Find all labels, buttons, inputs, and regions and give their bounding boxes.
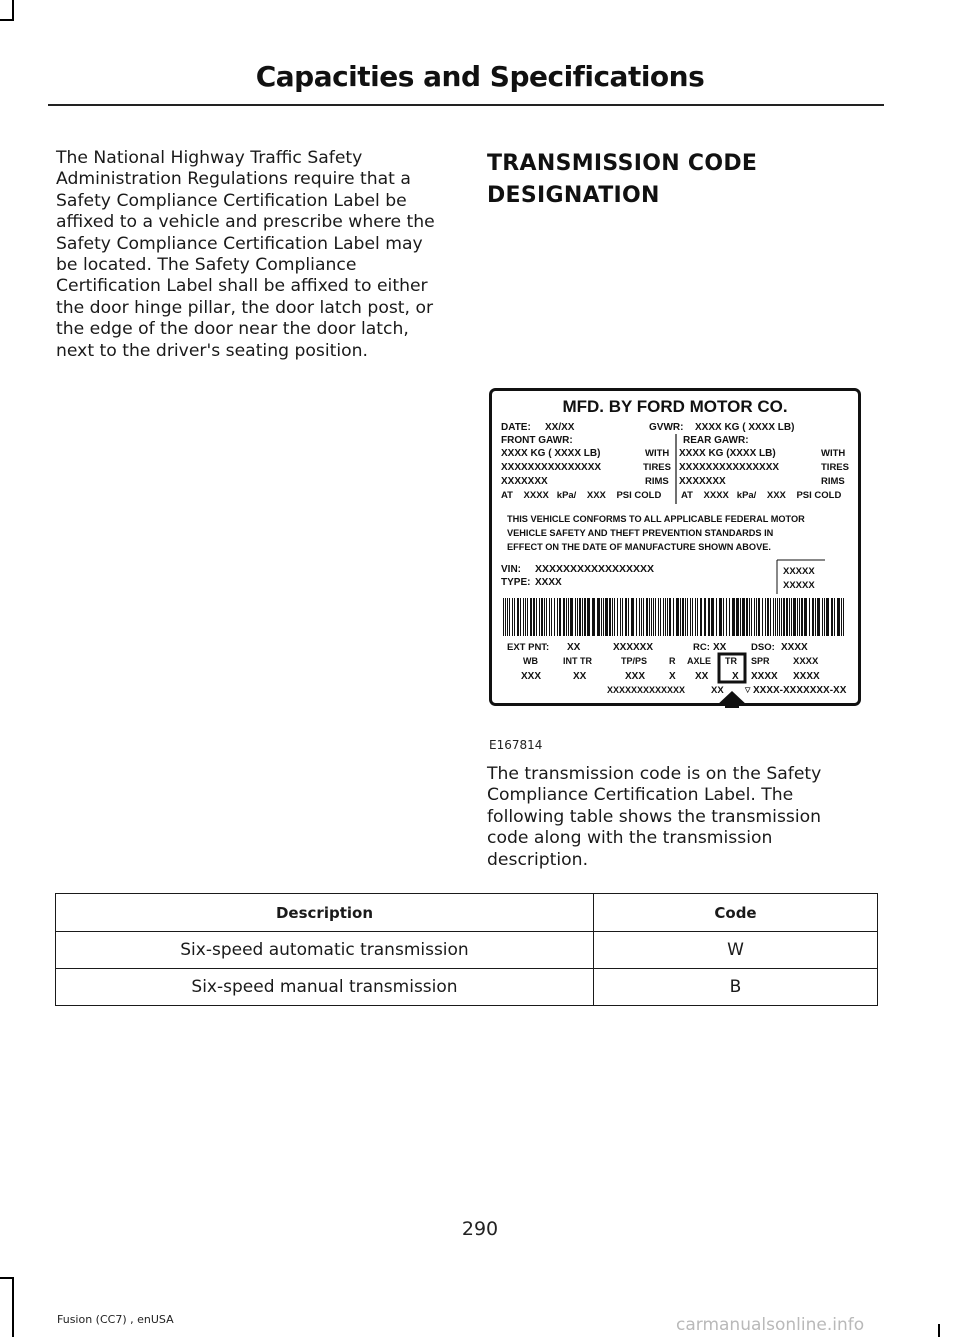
- label-type-value: XXXX: [535, 577, 562, 588]
- barcode-bar: [676, 598, 679, 636]
- barcode-bar: [716, 598, 717, 636]
- barcode-bar: [767, 598, 769, 636]
- barcode-bar: [791, 598, 792, 636]
- barcode-bar: [612, 598, 613, 636]
- barcode-bar: [651, 598, 652, 636]
- label-axle-value: XX: [695, 671, 709, 682]
- label-ext-val-1: XX: [567, 642, 581, 653]
- label-type-label: TYPE:: [501, 577, 531, 588]
- barcode-bar: [786, 598, 788, 636]
- label-rear-weight: XXXX KG (XXXX LB): [679, 448, 776, 459]
- barcode-bar: [517, 598, 519, 636]
- barcode-bar: [609, 598, 611, 636]
- barcode-bar: [582, 598, 583, 636]
- label-axle: AXLE: [687, 656, 712, 666]
- barcode-bar: [685, 598, 686, 636]
- label-rims-right: RIMS: [821, 476, 845, 487]
- label-rear-gawr: REAR GAWR:: [683, 435, 749, 446]
- barcode-bar: [756, 598, 757, 636]
- barcode-bar: [687, 598, 688, 636]
- label-rear-code: XXXXXXX: [679, 476, 726, 487]
- barcode-bar: [765, 598, 766, 636]
- barcode-bar: [568, 598, 569, 636]
- label-tr: TR: [725, 656, 737, 666]
- barcode-bar: [512, 598, 513, 636]
- barcode-bar: [824, 598, 825, 636]
- barcode-bar: [509, 598, 510, 636]
- barcode-bar: [649, 598, 650, 636]
- barcode-bar: [708, 598, 710, 636]
- barcode-bar: [505, 598, 506, 636]
- barcode-bar: [834, 598, 835, 636]
- barcode-bar: [570, 598, 573, 636]
- barcode-bar: [546, 598, 547, 636]
- label-rc-value: XX: [713, 642, 727, 653]
- label-vin-label: VIN:: [501, 564, 521, 575]
- crop-mark-bottom-left-v: [12, 1277, 14, 1337]
- label-gvwr-value: XXXX KG ( XXXX LB): [695, 422, 795, 433]
- section-title: [487, 148, 907, 212]
- label-gvwr-label: GVWR:: [649, 422, 684, 433]
- barcode-bar: [625, 598, 627, 636]
- cell-code: W: [594, 932, 878, 969]
- barcode-bar: [520, 598, 521, 636]
- label-bottom-triangle: ▽: [745, 687, 751, 694]
- page-title: Capacities and Specifications: [255, 60, 705, 93]
- barcode-bar: [797, 598, 798, 636]
- barcode-bar: [758, 598, 760, 636]
- barcode-bar: [804, 598, 807, 636]
- section-title-line-1: TRANSMISSION CODE: [487, 151, 758, 176]
- label-ext-val-2: XXXXXX: [613, 642, 654, 653]
- label-last-value: XXXX: [793, 671, 820, 682]
- label-rear-spec: XXXXXXXXXXXXXXX: [679, 462, 780, 473]
- barcode-bar: [783, 598, 785, 636]
- cell-description: Six-speed manual transmission: [56, 969, 594, 1006]
- barcode-bar: [622, 598, 623, 636]
- label-conformance-1: THIS VEHICLE CONFORMS TO ALL APPLICABLE FEDERAL MOTOR: [507, 514, 805, 524]
- barcode-bar: [628, 598, 629, 636]
- certification-label-figure: [489, 388, 861, 708]
- barcode-bar: [544, 598, 545, 636]
- barcode-bar: [831, 598, 833, 636]
- barcode-bar: [549, 598, 550, 636]
- label-r: R: [669, 656, 676, 666]
- barcode-bar: [770, 598, 771, 636]
- barcode-bar: [762, 598, 763, 636]
- barcode-bar: [539, 598, 540, 636]
- barcode-bar: [704, 598, 706, 636]
- barcode-bar: [667, 598, 668, 636]
- barcode-bar: [746, 598, 748, 636]
- barcode-bar: [579, 598, 581, 636]
- barcode-bar: [587, 598, 590, 636]
- barcode-bar: [530, 598, 532, 636]
- transmission-code-table: [55, 893, 878, 1006]
- barcode-bar: [563, 598, 565, 636]
- label-rims-left: RIMS: [645, 476, 669, 487]
- crop-mark-top-left-v: [12, 0, 14, 20]
- page-header: [0, 60, 960, 93]
- barcode-bar: [773, 598, 774, 636]
- barcode-bar: [781, 598, 782, 636]
- barcode-bar: [736, 598, 739, 636]
- column-header-description: Description: [56, 894, 594, 932]
- label-spr-value: XXXX: [751, 671, 778, 682]
- barcode-bar: [723, 598, 724, 636]
- label-tp-ps: TP/PS: [621, 656, 648, 666]
- crop-mark-bottom-left-h: [0, 1277, 14, 1279]
- column-header-code: Code: [594, 894, 878, 932]
- cell-code: B: [594, 969, 878, 1006]
- section-title-line-2: DESIGNATION: [487, 183, 660, 208]
- barcode-bar: [577, 598, 578, 636]
- label-r-value: X: [669, 671, 676, 682]
- barcode-bar: [812, 598, 814, 636]
- barcode-bar: [503, 598, 504, 636]
- barcode-bar: [507, 598, 508, 636]
- barcode-bar: [557, 598, 558, 636]
- barcode-bar: [729, 598, 730, 636]
- barcode-bar: [658, 598, 659, 636]
- barcode-bar: [822, 598, 823, 636]
- label-dso-value: XXXX: [781, 642, 808, 653]
- cell-description: Six-speed automatic transmission: [56, 932, 594, 969]
- table-row: [56, 932, 878, 969]
- barcode-bar: [592, 598, 595, 636]
- label-tires-left: TIRES: [643, 462, 671, 473]
- barcode-bar: [575, 598, 576, 636]
- barcode-bar: [789, 598, 790, 636]
- barcode-bar: [817, 598, 820, 636]
- barcode-bar: [559, 598, 561, 636]
- barcode-bar: [641, 598, 642, 636]
- barcode-bar: [653, 598, 654, 636]
- label-int-value: XX: [573, 671, 587, 682]
- barcode-bar: [777, 598, 778, 636]
- barcode-bar: [566, 598, 567, 636]
- barcode-bar: [841, 598, 842, 636]
- barcode-bar: [669, 598, 671, 636]
- label-vin-value: XXXXXXXXXXXXXXXXX: [535, 563, 655, 575]
- barcode-bar: [719, 598, 722, 636]
- barcode-bar: [601, 598, 602, 636]
- barcode-bar: [646, 598, 648, 636]
- label-tires-right: TIRES: [821, 462, 849, 473]
- barcode-bar: [527, 598, 528, 636]
- barcode-bar: [617, 598, 618, 636]
- barcode-bar: [614, 598, 615, 636]
- label-bottom-long: XXXXXXXXXXXXX: [607, 685, 686, 695]
- label-bottom-xx: XX: [711, 685, 724, 696]
- barcode-bar: [554, 598, 555, 636]
- intro-paragraph: The National Highway Traffic Safety Administration Regulations require that a Safety Compliance Certification Label be affixed to a vehicle and prescribe where the Safety Compliance Certification Label may be located. The Safety Compliance Certification Label shall be affixed to either the door hinge pillar, the door latch post, or the edge of the door near the door latch, next to the driver's seating position.: [56, 148, 435, 361]
- barcode-bar: [523, 598, 524, 636]
- header-divider: [48, 104, 884, 106]
- label-with-right: WITH: [821, 448, 846, 459]
- barcode-bar: [775, 598, 776, 636]
- barcode-bar: [584, 598, 586, 636]
- barcode-bar: [793, 598, 796, 636]
- barcode-bar: [801, 598, 803, 636]
- label-box-value-1: XXXXX: [783, 566, 815, 577]
- label-conformance-2: VEHICLE SAFETY AND THEFT PREVENTION STANDARDS IN: [507, 528, 774, 538]
- label-front-spec: XXXXXXXXXXXXXXX: [501, 462, 602, 473]
- barcode-bar: [643, 598, 644, 636]
- label-title: MFD. BY FORD MOTOR CO.: [562, 397, 788, 416]
- barcode-bar: [751, 598, 752, 636]
- crop-mark-top-left-h: [0, 19, 14, 21]
- barcode-bar: [799, 598, 800, 636]
- barcode-bar: [605, 598, 608, 636]
- barcode-bar: [779, 598, 780, 636]
- barcode-bar: [660, 598, 661, 636]
- page-number: 290: [461, 1218, 499, 1240]
- table-row: [56, 969, 878, 1006]
- label-spr-top-value: XXXX: [793, 656, 819, 667]
- barcode-bar: [620, 598, 621, 636]
- barcode-bar: [663, 598, 664, 636]
- label-with-left: WITH: [645, 448, 670, 459]
- body-paragraph: The transmission code is on the Safety Compliance Certification Label. The following table shows the transmission code along with the transmission description.: [487, 764, 822, 870]
- barcode-bar: [843, 598, 844, 636]
- barcode-bar: [551, 598, 552, 636]
- barcode-bar: [636, 598, 637, 636]
- barcode-bar: [837, 598, 840, 636]
- barcode-bar: [815, 598, 816, 636]
- label-date-label: DATE:: [501, 422, 531, 433]
- label-rc-label: RC:: [693, 642, 710, 653]
- barcode-bar: [673, 598, 674, 636]
- label-wb: WB: [523, 656, 538, 666]
- barcode-bar: [541, 598, 543, 636]
- figure-id: E167814: [489, 738, 543, 752]
- label-dso-label: DSO:: [751, 642, 775, 653]
- barcode-bar: [695, 598, 696, 636]
- label-int-tr: INT TR: [563, 656, 592, 666]
- barcode-bar: [655, 598, 656, 636]
- barcode-bar: [742, 598, 745, 636]
- barcode-bar: [726, 598, 727, 636]
- barcode-bar: [826, 598, 829, 636]
- barcode-bar: [711, 598, 714, 636]
- barcode-bar: [700, 598, 702, 636]
- label-ext-pnt: EXT PNT:: [507, 642, 550, 653]
- barcode-bar: [690, 598, 691, 636]
- label-tp-value: XXX: [625, 671, 646, 682]
- barcode-bar: [597, 598, 600, 636]
- crop-mark-bottom-right-v: [938, 1324, 940, 1337]
- document-id: Fusion (CC7) , enUSA: [57, 1313, 174, 1326]
- barcode-bar: [536, 598, 537, 636]
- label-conformance-3: EFFECT ON THE DATE OF MANUFACTURE SHOWN ABOVE.: [507, 542, 771, 552]
- barcode-bar: [809, 598, 810, 636]
- barcode-bar: [749, 598, 750, 636]
- barcode-bar: [692, 598, 693, 636]
- label-front-pressure: AT XXXX kPa/ XXX PSI COLD: [501, 490, 662, 501]
- watermark: carmanualsonline.info: [676, 1315, 865, 1335]
- label-rear-pressure: AT XXXX kPa/ XXX PSI COLD: [681, 490, 842, 501]
- table-header-row: [56, 894, 878, 932]
- label-wb-value: XXX: [521, 671, 542, 682]
- barcode-bar: [533, 598, 535, 636]
- barcode-bar: [631, 598, 634, 636]
- barcode-bar: [665, 598, 666, 636]
- label-box-value-2: XXXXX: [783, 580, 815, 591]
- label-front-weight: XXXX KG ( XXXX LB): [501, 448, 601, 459]
- barcode-bar: [697, 598, 698, 636]
- barcode-bar: [525, 598, 526, 636]
- barcode-bar: [682, 598, 684, 636]
- label-date-value: XX/XX: [545, 422, 575, 433]
- label-bottom-code: XXXX-XXXXXXX-XX: [753, 685, 847, 696]
- barcode-bar: [639, 598, 640, 636]
- barcode-bar: [732, 598, 735, 636]
- label-tr-value: X: [732, 671, 739, 682]
- barcode-bar: [680, 598, 681, 636]
- label-spr: SPR: [751, 656, 770, 666]
- label-front-gawr: FRONT GAWR:: [501, 435, 573, 446]
- barcode-bar: [603, 598, 604, 636]
- barcode-bar: [740, 598, 741, 636]
- label-front-code: XXXXXXX: [501, 476, 548, 487]
- barcode-bar: [754, 598, 755, 636]
- barcode-bar: [514, 598, 515, 636]
